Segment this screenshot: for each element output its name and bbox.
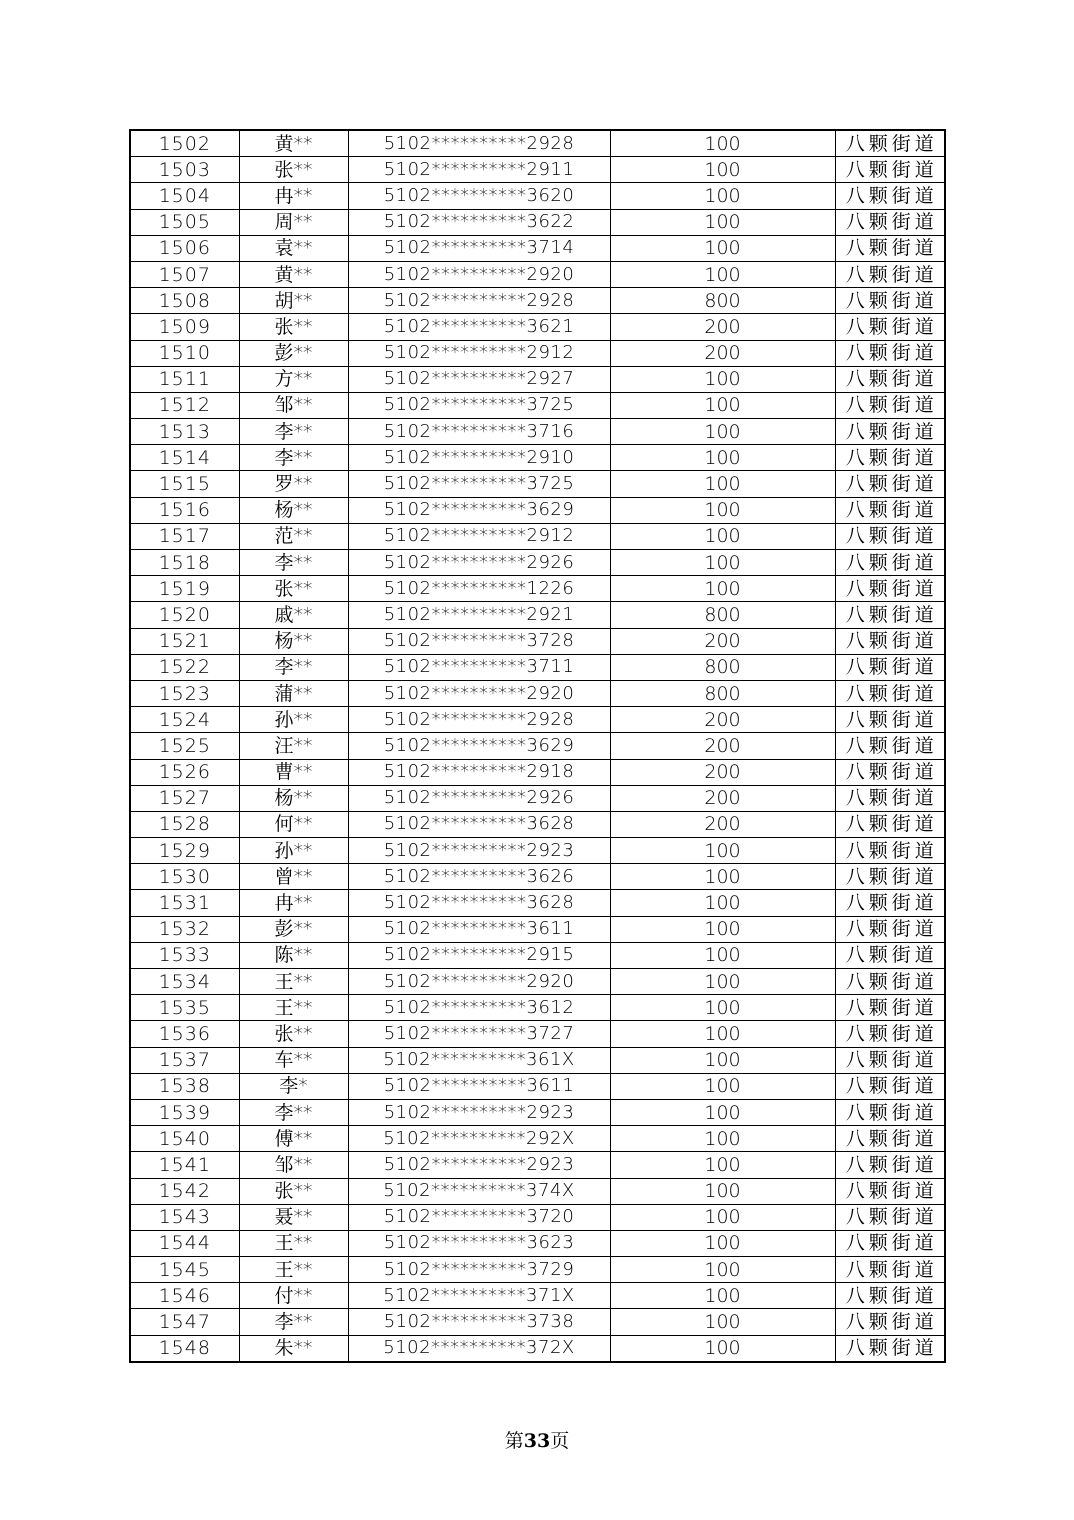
id-number-cell: 5102**********3620	[348, 183, 610, 209]
name-cell: 王**	[239, 1230, 348, 1256]
table-row	[130, 1047, 945, 1073]
name-cell: 张**	[239, 576, 348, 602]
serial-number-cell: 1502	[130, 130, 239, 157]
serial-number-cell: 1507	[130, 261, 239, 287]
serial-number-cell: 1529	[130, 838, 239, 864]
name-cell: 李**	[239, 550, 348, 576]
page-footer-suffix: 页	[550, 1430, 570, 1452]
serial-number-cell: 1548	[130, 1335, 239, 1362]
amount-cell: 100	[610, 1309, 835, 1335]
id-number-cell: 5102**********2915	[348, 942, 610, 968]
id-number-cell: 5102**********2923	[348, 1152, 610, 1178]
id-number-cell: 5102**********3611	[348, 916, 610, 942]
serial-number-cell: 1513	[130, 419, 239, 445]
amount-cell: 200	[610, 785, 835, 811]
table-row	[130, 471, 945, 497]
street-cell: 八颗街道	[835, 1230, 945, 1256]
table-row	[130, 628, 945, 654]
serial-number-cell: 1547	[130, 1309, 239, 1335]
serial-number-cell: 1545	[130, 1257, 239, 1283]
table-row	[130, 890, 945, 916]
amount-cell: 100	[610, 235, 835, 261]
table-row	[130, 288, 945, 314]
serial-number-cell: 1518	[130, 550, 239, 576]
table-row	[130, 130, 945, 157]
id-number-cell: 5102**********3738	[348, 1309, 610, 1335]
name-cell: 邹**	[239, 1152, 348, 1178]
serial-number-cell: 1522	[130, 654, 239, 680]
name-cell: 聂**	[239, 1204, 348, 1230]
name-cell: 李**	[239, 1309, 348, 1335]
table-row	[130, 1309, 945, 1335]
table-row	[130, 183, 945, 209]
amount-cell: 100	[610, 1047, 835, 1073]
serial-number-cell: 1546	[130, 1283, 239, 1309]
id-number-cell: 5102**********3626	[348, 864, 610, 890]
name-cell: 何**	[239, 811, 348, 837]
page-footer-prefix: 第	[504, 1430, 524, 1452]
amount-cell: 100	[610, 942, 835, 968]
street-cell: 八颗街道	[835, 340, 945, 366]
amount-cell: 800	[610, 288, 835, 314]
id-number-cell: 5102**********372X	[348, 1335, 610, 1362]
street-cell: 八颗街道	[835, 969, 945, 995]
id-number-cell: 5102**********3725	[348, 471, 610, 497]
serial-number-cell: 1512	[130, 392, 239, 418]
street-cell: 八颗街道	[835, 183, 945, 209]
street-cell: 八颗街道	[835, 707, 945, 733]
street-cell: 八颗街道	[835, 628, 945, 654]
street-cell: 八颗街道	[835, 942, 945, 968]
table-row	[130, 995, 945, 1021]
serial-number-cell: 1516	[130, 497, 239, 523]
table-row	[130, 838, 945, 864]
serial-number-cell: 1517	[130, 523, 239, 549]
table-row	[130, 759, 945, 785]
table-row	[130, 1204, 945, 1230]
serial-number-cell: 1532	[130, 916, 239, 942]
street-cell: 八颗街道	[835, 1178, 945, 1204]
table-row	[130, 864, 945, 890]
amount-cell: 100	[610, 1021, 835, 1047]
table-row	[130, 261, 945, 287]
name-cell: 黄**	[239, 261, 348, 287]
amount-cell: 200	[610, 628, 835, 654]
amount-cell: 100	[610, 419, 835, 445]
amount-cell: 100	[610, 995, 835, 1021]
name-cell: 孙**	[239, 838, 348, 864]
street-cell: 八颗街道	[835, 392, 945, 418]
id-number-cell: 5102**********3725	[348, 392, 610, 418]
street-cell: 八颗街道	[835, 576, 945, 602]
name-cell: 王**	[239, 1257, 348, 1283]
id-number-cell: 5102**********3729	[348, 1257, 610, 1283]
table-row	[130, 969, 945, 995]
serial-number-cell: 1505	[130, 209, 239, 235]
name-cell: 彭**	[239, 916, 348, 942]
table-row	[130, 1257, 945, 1283]
table-row	[130, 340, 945, 366]
table-row	[130, 523, 945, 549]
table-row	[130, 314, 945, 340]
serial-number-cell: 1536	[130, 1021, 239, 1047]
page-number: 33	[523, 1430, 551, 1452]
street-cell: 八颗街道	[835, 1283, 945, 1309]
serial-number-cell: 1534	[130, 969, 239, 995]
amount-cell: 100	[610, 261, 835, 287]
name-cell: 朱**	[239, 1335, 348, 1362]
serial-number-cell: 1543	[130, 1204, 239, 1230]
street-cell: 八颗街道	[835, 209, 945, 235]
amount-cell: 200	[610, 707, 835, 733]
street-cell: 八颗街道	[835, 890, 945, 916]
id-number-cell: 5102**********2928	[348, 288, 610, 314]
name-cell: 车**	[239, 1047, 348, 1073]
amount-cell: 100	[610, 1204, 835, 1230]
serial-number-cell: 1535	[130, 995, 239, 1021]
serial-number-cell: 1521	[130, 628, 239, 654]
street-cell: 八颗街道	[835, 1204, 945, 1230]
street-cell: 八颗街道	[835, 785, 945, 811]
name-cell: 邹**	[239, 392, 348, 418]
street-cell: 八颗街道	[835, 550, 945, 576]
amount-cell: 100	[610, 130, 835, 157]
amount-cell: 100	[610, 1230, 835, 1256]
amount-cell: 100	[610, 890, 835, 916]
amount-cell: 100	[610, 1152, 835, 1178]
id-number-cell: 5102**********2920	[348, 680, 610, 706]
street-cell: 八颗街道	[835, 1126, 945, 1152]
serial-number-cell: 1503	[130, 157, 239, 183]
name-cell: 张**	[239, 1021, 348, 1047]
name-cell: 袁**	[239, 235, 348, 261]
id-number-cell: 5102**********2927	[348, 366, 610, 392]
serial-number-cell: 1540	[130, 1126, 239, 1152]
name-cell: 傅**	[239, 1126, 348, 1152]
name-cell: 罗**	[239, 471, 348, 497]
amount-cell: 100	[610, 1073, 835, 1099]
serial-number-cell: 1539	[130, 1099, 239, 1125]
amount-cell: 100	[610, 445, 835, 471]
street-cell: 八颗街道	[835, 523, 945, 549]
serial-number-cell: 1533	[130, 942, 239, 968]
id-number-cell: 5102**********2920	[348, 261, 610, 287]
name-cell: 曾**	[239, 864, 348, 890]
street-cell: 八颗街道	[835, 497, 945, 523]
table-row	[130, 419, 945, 445]
name-cell: 李**	[239, 1099, 348, 1125]
amount-cell: 100	[610, 471, 835, 497]
amount-cell: 100	[610, 366, 835, 392]
name-cell: 蒲**	[239, 680, 348, 706]
amount-cell: 100	[610, 864, 835, 890]
street-cell: 八颗街道	[835, 419, 945, 445]
street-cell: 八颗街道	[835, 811, 945, 837]
street-cell: 八颗街道	[835, 654, 945, 680]
serial-number-cell: 1509	[130, 314, 239, 340]
id-number-cell: 5102**********3711	[348, 654, 610, 680]
serial-number-cell: 1508	[130, 288, 239, 314]
serial-number-cell: 1510	[130, 340, 239, 366]
serial-number-cell: 1530	[130, 864, 239, 890]
name-cell: 李**	[239, 445, 348, 471]
street-cell: 八颗街道	[835, 157, 945, 183]
id-number-cell: 5102**********2921	[348, 602, 610, 628]
table-row	[130, 576, 945, 602]
id-number-cell: 5102**********3622	[348, 209, 610, 235]
name-cell: 杨**	[239, 497, 348, 523]
street-cell: 八颗街道	[835, 288, 945, 314]
id-number-cell: 5102**********2926	[348, 550, 610, 576]
table-row	[130, 1283, 945, 1309]
street-cell: 八颗街道	[835, 1021, 945, 1047]
id-number-cell: 5102**********2920	[348, 969, 610, 995]
id-number-cell: 5102**********2926	[348, 785, 610, 811]
id-number-cell: 5102**********2928	[348, 707, 610, 733]
id-number-cell: 5102**********361X	[348, 1047, 610, 1073]
serial-number-cell: 1538	[130, 1073, 239, 1099]
name-cell: 张**	[239, 157, 348, 183]
street-cell: 八颗街道	[835, 366, 945, 392]
serial-number-cell: 1544	[130, 1230, 239, 1256]
table-row	[130, 366, 945, 392]
table-row	[130, 1230, 945, 1256]
name-cell: 陈**	[239, 942, 348, 968]
street-cell: 八颗街道	[835, 130, 945, 157]
id-number-cell: 5102**********2911	[348, 157, 610, 183]
street-cell: 八颗街道	[835, 261, 945, 287]
id-number-cell: 5102**********2928	[348, 130, 610, 157]
amount-cell: 100	[610, 916, 835, 942]
street-cell: 八颗街道	[835, 602, 945, 628]
serial-number-cell: 1527	[130, 785, 239, 811]
street-cell: 八颗街道	[835, 916, 945, 942]
recipient-table	[129, 129, 946, 1363]
id-number-cell: 5102**********2923	[348, 838, 610, 864]
name-cell: 杨**	[239, 785, 348, 811]
name-cell: 孙**	[239, 707, 348, 733]
table-row	[130, 445, 945, 471]
amount-cell: 200	[610, 314, 835, 340]
table-row	[130, 811, 945, 837]
amount-cell: 100	[610, 838, 835, 864]
street-cell: 八颗街道	[835, 235, 945, 261]
name-cell: 冉**	[239, 183, 348, 209]
street-cell: 八颗街道	[835, 759, 945, 785]
street-cell: 八颗街道	[835, 445, 945, 471]
name-cell: 张**	[239, 1178, 348, 1204]
serial-number-cell: 1514	[130, 445, 239, 471]
name-cell: 方**	[239, 366, 348, 392]
serial-number-cell: 1506	[130, 235, 239, 261]
street-cell: 八颗街道	[835, 1073, 945, 1099]
amount-cell: 800	[610, 602, 835, 628]
table-row	[130, 497, 945, 523]
street-cell: 八颗街道	[835, 1152, 945, 1178]
id-number-cell: 5102**********3611	[348, 1073, 610, 1099]
amount-cell: 100	[610, 183, 835, 209]
name-cell: 李*	[239, 1073, 348, 1099]
id-number-cell: 5102**********2918	[348, 759, 610, 785]
name-cell: 黄**	[239, 130, 348, 157]
name-cell: 汪**	[239, 733, 348, 759]
serial-number-cell: 1537	[130, 1047, 239, 1073]
street-cell: 八颗街道	[835, 1335, 945, 1362]
id-number-cell: 5102**********3628	[348, 890, 610, 916]
amount-cell: 100	[610, 209, 835, 235]
name-cell: 彭**	[239, 340, 348, 366]
table-row	[130, 785, 945, 811]
amount-cell: 100	[610, 523, 835, 549]
serial-number-cell: 1519	[130, 576, 239, 602]
amount-cell: 200	[610, 811, 835, 837]
amount-cell: 800	[610, 680, 835, 706]
id-number-cell: 5102**********3612	[348, 995, 610, 1021]
name-cell: 李**	[239, 654, 348, 680]
table-row	[130, 1178, 945, 1204]
name-cell: 胡**	[239, 288, 348, 314]
table-row	[130, 235, 945, 261]
name-cell: 杨**	[239, 628, 348, 654]
name-cell: 李**	[239, 419, 348, 445]
amount-cell: 800	[610, 654, 835, 680]
amount-cell: 100	[610, 1257, 835, 1283]
street-cell: 八颗街道	[835, 864, 945, 890]
id-number-cell: 5102**********3623	[348, 1230, 610, 1256]
amount-cell: 200	[610, 733, 835, 759]
serial-number-cell: 1524	[130, 707, 239, 733]
table-row	[130, 1152, 945, 1178]
id-number-cell: 5102**********3621	[348, 314, 610, 340]
serial-number-cell: 1504	[130, 183, 239, 209]
amount-cell: 100	[610, 550, 835, 576]
amount-cell: 100	[610, 1178, 835, 1204]
street-cell: 八颗街道	[835, 314, 945, 340]
street-cell: 八颗街道	[835, 733, 945, 759]
serial-number-cell: 1515	[130, 471, 239, 497]
page-footer	[0, 1426, 1074, 1453]
serial-number-cell: 1525	[130, 733, 239, 759]
table-row	[130, 942, 945, 968]
street-cell: 八颗街道	[835, 995, 945, 1021]
id-number-cell: 5102**********371X	[348, 1283, 610, 1309]
serial-number-cell: 1528	[130, 811, 239, 837]
amount-cell: 200	[610, 340, 835, 366]
table-row	[130, 1073, 945, 1099]
table-row	[130, 707, 945, 733]
name-cell: 王**	[239, 995, 348, 1021]
id-number-cell: 5102**********3714	[348, 235, 610, 261]
id-number-cell: 5102**********3727	[348, 1021, 610, 1047]
table-row	[130, 157, 945, 183]
table-body	[130, 130, 945, 1362]
table-row	[130, 654, 945, 680]
amount-cell: 100	[610, 576, 835, 602]
amount-cell: 100	[610, 497, 835, 523]
table-row	[130, 1021, 945, 1047]
amount-cell: 100	[610, 1283, 835, 1309]
id-number-cell: 5102**********2912	[348, 340, 610, 366]
street-cell: 八颗街道	[835, 680, 945, 706]
serial-number-cell: 1511	[130, 366, 239, 392]
name-cell: 戚**	[239, 602, 348, 628]
name-cell: 曹**	[239, 759, 348, 785]
table-row	[130, 680, 945, 706]
amount-cell: 200	[610, 759, 835, 785]
id-number-cell: 5102**********3629	[348, 733, 610, 759]
table-row	[130, 1335, 945, 1362]
table-row	[130, 550, 945, 576]
street-cell: 八颗街道	[835, 471, 945, 497]
table-row	[130, 733, 945, 759]
id-number-cell: 5102**********2923	[348, 1099, 610, 1125]
street-cell: 八颗街道	[835, 1047, 945, 1073]
serial-number-cell: 1531	[130, 890, 239, 916]
id-number-cell: 5102**********3628	[348, 811, 610, 837]
serial-number-cell: 1520	[130, 602, 239, 628]
id-number-cell: 5102**********3716	[348, 419, 610, 445]
amount-cell: 100	[610, 157, 835, 183]
id-number-cell: 5102**********2910	[348, 445, 610, 471]
id-number-cell: 5102**********374X	[348, 1178, 610, 1204]
serial-number-cell: 1541	[130, 1152, 239, 1178]
table-row	[130, 1126, 945, 1152]
id-number-cell: 5102**********3720	[348, 1204, 610, 1230]
street-cell: 八颗街道	[835, 1257, 945, 1283]
name-cell: 周**	[239, 209, 348, 235]
serial-number-cell: 1523	[130, 680, 239, 706]
name-cell: 王**	[239, 969, 348, 995]
table-row	[130, 209, 945, 235]
street-cell: 八颗街道	[835, 1099, 945, 1125]
amount-cell: 100	[610, 1099, 835, 1125]
amount-cell: 100	[610, 1335, 835, 1362]
id-number-cell: 5102**********1226	[348, 576, 610, 602]
serial-number-cell: 1526	[130, 759, 239, 785]
name-cell: 范**	[239, 523, 348, 549]
amount-cell: 100	[610, 1126, 835, 1152]
table-row	[130, 916, 945, 942]
amount-cell: 100	[610, 969, 835, 995]
table-row	[130, 392, 945, 418]
table-row	[130, 602, 945, 628]
table-row	[130, 1099, 945, 1125]
id-number-cell: 5102**********292X	[348, 1126, 610, 1152]
name-cell: 张**	[239, 314, 348, 340]
serial-number-cell: 1542	[130, 1178, 239, 1204]
id-number-cell: 5102**********3629	[348, 497, 610, 523]
id-number-cell: 5102**********2912	[348, 523, 610, 549]
name-cell: 付**	[239, 1283, 348, 1309]
id-number-cell: 5102**********3728	[348, 628, 610, 654]
amount-cell: 100	[610, 392, 835, 418]
name-cell: 冉**	[239, 890, 348, 916]
street-cell: 八颗街道	[835, 838, 945, 864]
street-cell: 八颗街道	[835, 1309, 945, 1335]
